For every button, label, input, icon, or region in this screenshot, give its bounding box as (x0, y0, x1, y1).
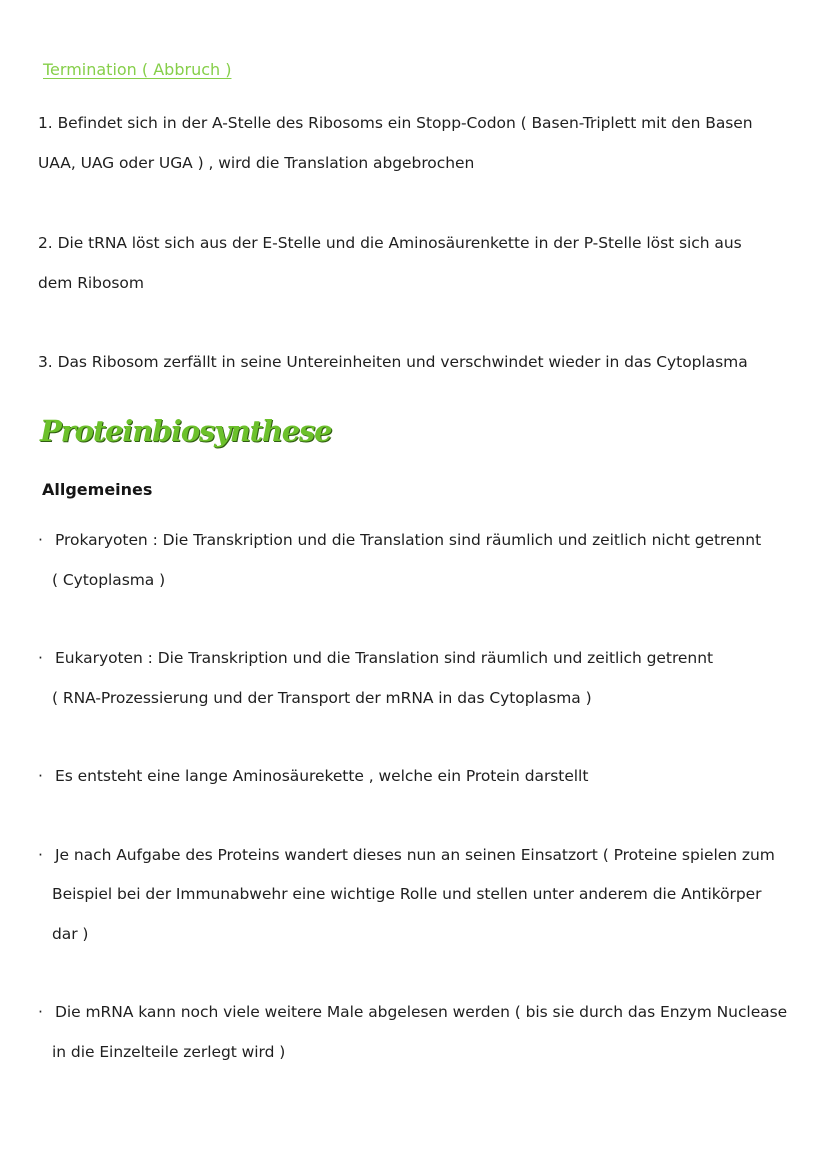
subheading-allgemeines: Allgemeines (42, 480, 153, 499)
termination-step1-line2: UAA, UAG oder UGA ) , wird die Translation abgebrochen (38, 154, 475, 172)
bullet-marker: · (38, 649, 43, 667)
page-heading-proteinbiosynthese: Proteinbiosynthese (40, 414, 332, 448)
list-item-line: Prokaryoten : Die Transkription und die Translation sind räumlich und zeitlich nicht getrennt (55, 531, 762, 549)
list-item-line: Eukaryoten : Die Transkription und die Translation sind räumlich und zeitlich getrennt (55, 649, 713, 667)
termination-step2-line1: 2. Die tRNA löst sich aus der E-Stelle und die Aminosäurenkette in der P-Stelle löst sich aus (38, 234, 742, 252)
list-item-line: Beispiel bei der Immunabwehr eine wichtige Rolle und stellen unter anderem die Antikörper (52, 885, 762, 903)
bullet-marker: · (38, 531, 43, 549)
bullet-marker: · (38, 767, 43, 785)
bullet-marker: · (38, 1003, 43, 1021)
termination-step2-line2: dem Ribosom (38, 274, 144, 292)
list-item-line: ( Cytoplasma ) (52, 571, 166, 589)
list-item-line: Je nach Aufgabe des Proteins wandert dieses nun an seinen Einsatzort ( Proteine spielen zum (55, 846, 775, 864)
list-item-line: Es entsteht eine lange Aminosäurekette , welche ein Protein darstellt (55, 767, 589, 785)
list-item-line: dar ) (52, 925, 89, 943)
bullet-marker: · (38, 846, 43, 864)
list-item-line: Die mRNA kann noch viele weitere Male abgelesen werden ( bis sie durch das Enzym Nuclease (55, 1003, 788, 1021)
list-item-line: in die Einzelteile zerlegt wird ) (52, 1043, 286, 1061)
list-item-line: ( RNA-Prozessierung und der Transport der mRNA in das Cytoplasma ) (52, 689, 592, 707)
section-title-termination: Termination ( Abbruch ) (43, 60, 232, 79)
termination-step3-line1: 3. Das Ribosom zerfällt in seine Untereinheiten und verschwindet wieder in das Cytoplasma (38, 353, 748, 371)
termination-step1-line1: 1. Befindet sich in der A-Stelle des Ribosoms ein Stopp-Codon ( Basen-Triplett mit den Basen (38, 114, 753, 132)
